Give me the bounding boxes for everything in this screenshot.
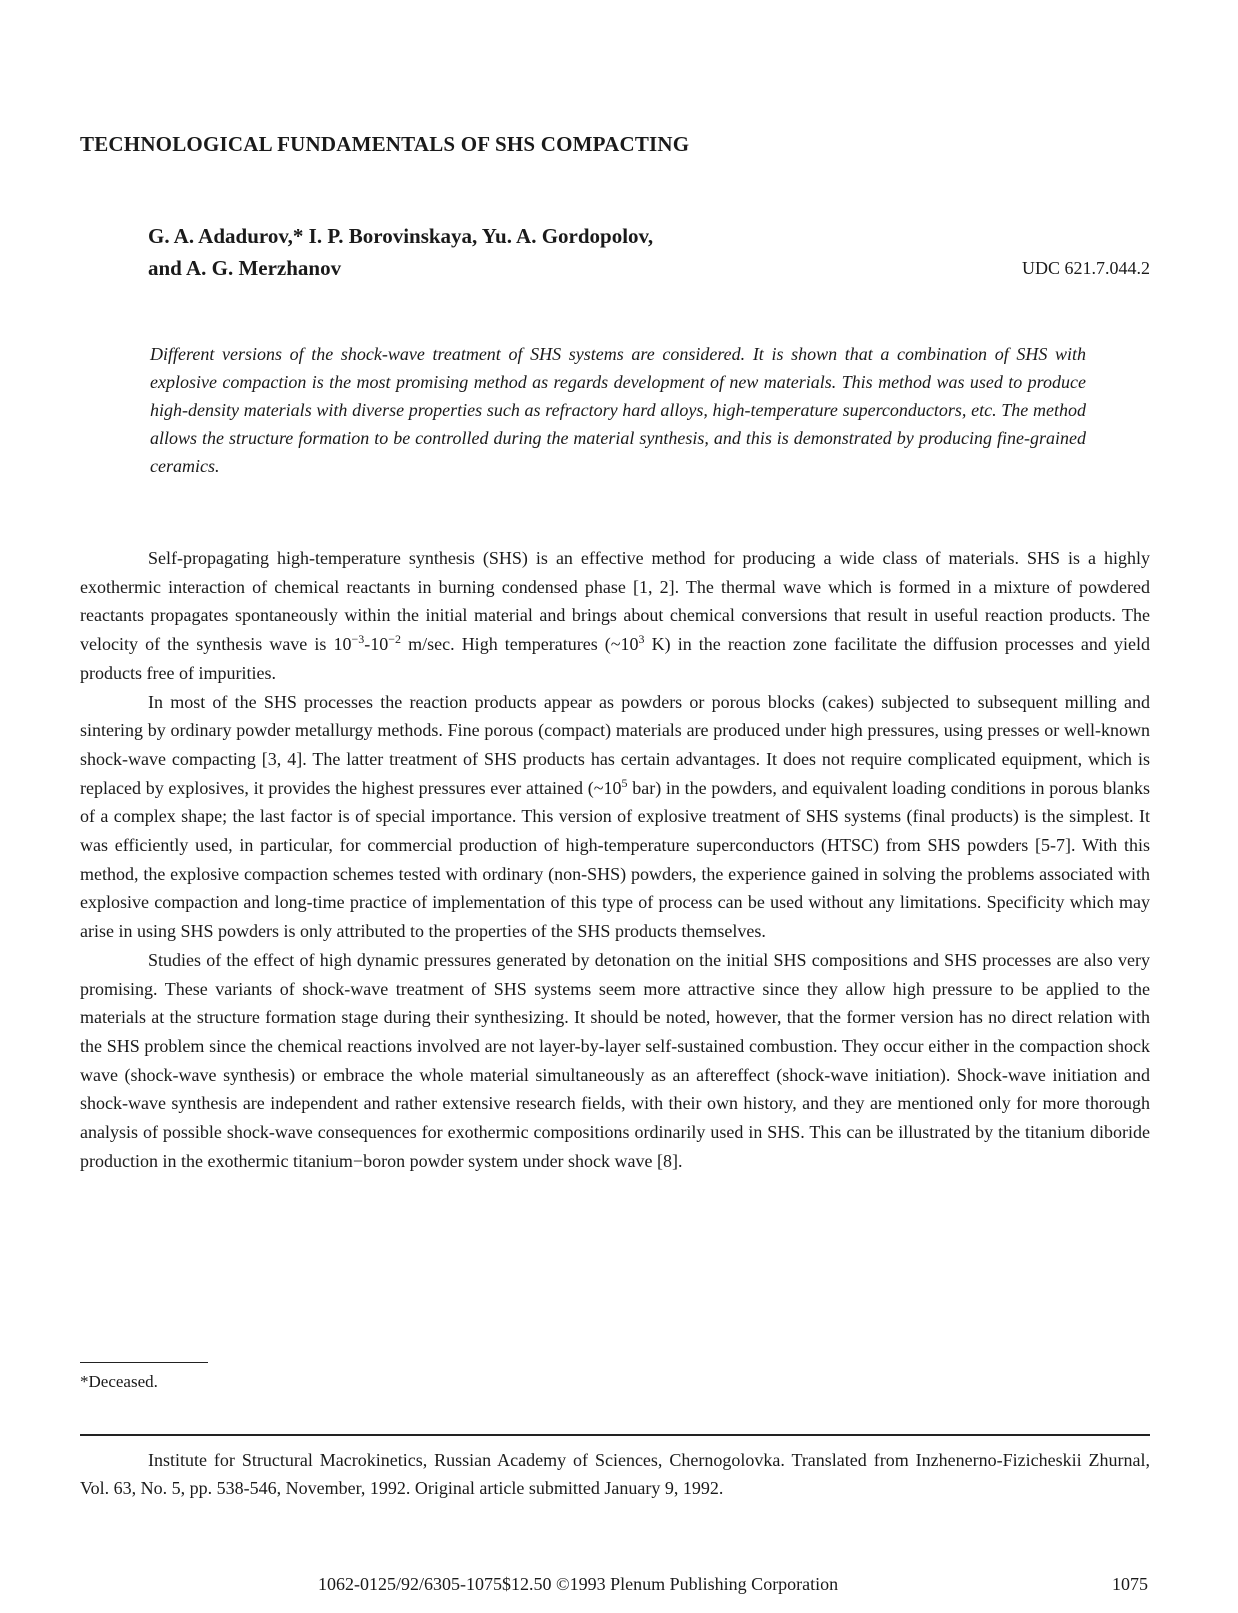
- udc-code: UDC 621.7.044.2: [1021, 258, 1150, 278]
- footnote-rule: [80, 1362, 208, 1363]
- paragraph-1-text-d: K) in the reaction zone facilitate the diffusion processes and yield products free of impurities.: [80, 634, 1150, 683]
- body-text: [80, 544, 1150, 1175]
- affiliation: Institute for Structural Macrokinetics, Russian Academy of Sciences, Chernogolovka. Translated from Inzhenerno-Fizicheskii Zhurnal, Vol. 63, No. 5, pp. 538-546, November, 1992. Original article submitted January 9, 1992.: [80, 1450, 1150, 1498]
- superscript: −3: [351, 632, 365, 647]
- superscript: −2: [388, 632, 402, 647]
- superscript: 5: [621, 775, 628, 790]
- paragraph-2-text-a: In most of the SHS processes the reaction products appear as powders or porous blocks (cakes) subjected to subsequent milling and sintering by ordinary powder metallurgy methods. Fine porous (compact) materials are produced under high pressures, using presses or well-known shock-wave compacting [3, 4]. The latter treatment of SHS products has certain advantages. It does not require complicated equipment, which is replaced by explosives, it provides the highest pressures ever attained (~10: [80, 691, 1150, 798]
- footnote: *Deceased.: [80, 1372, 158, 1391]
- abstract: Different versions of the shock-wave treatment of SHS systems are considered. It is shown that a combination of SHS with explosive compaction is the most promising method as regards development of new materials. This method was used to produce high-density materials with diverse properties such as refractory hard alloys, high-temperature superconductors, etc. The method allows the structure formation to be controlled during the material synthesis, and this is demonstrated by producing fine-grained ceramics.: [150, 344, 1086, 476]
- page-number: 1075: [1112, 1574, 1148, 1594]
- affiliation-rule: [80, 1434, 1150, 1436]
- publication-footer: 1062-0125/92/6305-1075$12.50 ©1993 Plenum Publishing Corporation: [318, 1574, 839, 1594]
- paragraph-2-text-b: bar) in the powders, and equivalent loading conditions in porous blanks of a complex shape; the last factor is of special importance. This version of explosive treatment of SHS systems (final products) is the simplest. It was efficiently used, in particular, for commercial production of high-temperature superconductors (HTSC) from SHS powders [5-7]. With this method, the explosive compaction schemes tested with ordinary (non-SHS) powders, the experience gained in solving the problems associated with explosive compaction and long-time practice of implementation of this type of process can be used without any limitations. Specificity which may arise in using SHS powders is only attributed to the properties of the SHS products themselves.: [80, 777, 1150, 942]
- author-line-2: and A. G. Merzhanov: [148, 256, 342, 280]
- superscript: 3: [638, 632, 645, 647]
- paper-title: TECHNOLOGICAL FUNDAMENTALS OF SHS COMPACTING: [80, 132, 690, 156]
- paragraph-3: Studies of the effect of high dynamic pressures generated by detonation on the initial SHS compositions and SHS processes are also very promising. These variants of shock-wave treatment of SHS systems seem more attractive since they allow high pressure to be applied to the materials at the structure formation stage during their synthesizing. It should be noted, however, that the former version has no direct relation with the SHS problem since the chemical reactions involved are not layer-by-layer self-sustained combustion. They occur either in the compaction shock wave (shock-wave synthesis) or embrace the whole material simultaneously as an aftereffect (shock-wave initiation). Shock-wave initiation and shock-wave synthesis are independent and rather extensive research fields, with their own history, and they are mentioned only for more thorough analysis of possible shock-wave consequences for exothermic compositions ordinarily used in SHS. This can be illustrated by the titanium diboride production in the exothermic titanium−boron powder system under shock wave [8].: [80, 949, 1150, 1171]
- author-line-1: G. A. Adadurov,* I. P. Borovinskaya, Yu. A. Gordopolov,: [148, 224, 654, 248]
- paragraph-1-text-c: m/sec. High temperatures (~10: [401, 634, 639, 655]
- paragraph-1-text-a: Self-propagating high-temperature synthesis (SHS) is an effective method for producing a wide class of materials. SHS is a highly exothermic interaction of chemical reactants in burning condensed phase [1, 2]. The thermal wave which is formed in a mixture of powdered reactants propagates spontaneously within the initial material and brings about chemical conversions that result in useful reaction products. The velocity of the synthesis wave is 10: [80, 548, 1150, 655]
- paragraph-2: [80, 688, 1150, 946]
- paragraph-1-text-b: -10: [364, 634, 389, 655]
- author-list: [148, 220, 653, 284]
- paragraph-1: [80, 544, 1150, 688]
